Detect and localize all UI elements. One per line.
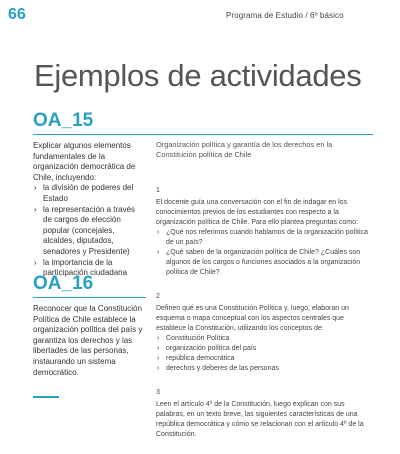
page-title: Ejemplos de actividades	[34, 58, 362, 93]
page-number: 66	[8, 6, 26, 23]
activity-2	[156, 292, 374, 374]
list-item: › Constitución Política	[156, 334, 374, 344]
list-item: › república democrática	[156, 354, 374, 364]
activity-text: El docente guía una conversación con el fin de indagar en los conocimientos previos de los estudiantes con respecto a la organización política de Chile. Para ello plantea preguntas como:	[156, 199, 358, 226]
activity-text: Leen el artículo 4º de la Constitución, luego explican con sus palabras, en un texto breve, las siguientes características de una república democrática y cómo se relacionan con el artículo 4º de la Constitución.	[156, 401, 364, 438]
oa15-description	[33, 141, 146, 279]
oa16-heading: OA_16	[33, 273, 94, 294]
oa15-heading: OA_15	[33, 110, 94, 131]
list-item: › ¿Qué saben de la organización política de Chile? ¿Cuáles son algunos de los cargos o funciones asociados a la organización política de Chile?	[156, 248, 374, 278]
oa15-list	[33, 183, 146, 278]
list-item: › organización política del país	[156, 344, 374, 354]
decorative-bar	[33, 396, 59, 398]
program-title: Programa de Estudio / 6º básico	[226, 11, 344, 20]
oa16-description	[33, 304, 146, 378]
activity-number: 3	[156, 389, 160, 396]
activity-3	[156, 388, 374, 440]
activity-1	[156, 186, 374, 278]
activities-column	[156, 140, 374, 454]
activities-subtitle: Organización política y garantía de los derechos en la Constitución política de Chile	[156, 140, 333, 159]
list-item: › ¿Qué nos referimos cuando hablamos de la organización política de un país?	[156, 228, 374, 248]
oa15-divider	[33, 134, 373, 135]
activity-text: Definen qué es una Constitución Política y, luego, elaboran un esquema o mapa conceptual con los aspectos centrales que establece la Constitución, utilizando los conceptos de:	[156, 305, 349, 332]
activity-list	[156, 334, 374, 374]
list-item: › la importancia de la participación ciudadana	[33, 258, 146, 279]
oa15-intro: Explicar algunos elementos fundamentales de la organización democrática de Chile, incluyendo:	[33, 141, 136, 182]
oa16-divider	[33, 297, 146, 298]
list-item: › la representación a través de cargos de elección popular (concejales, alcaldes, diputados, senadores y Presidente)	[33, 205, 146, 258]
activity-number: 2	[156, 293, 160, 300]
list-item: › derechos y deberes de las personas	[156, 364, 374, 374]
activity-list	[156, 228, 374, 278]
oa16-text: Reconocer que la Constitución Política de Chile establece la organización política del país y garantiza los derechos y las libertades de las personas, instaurando un sistema democrático.	[33, 304, 143, 377]
activity-number: 1	[156, 187, 160, 194]
list-item: › la división de poderes del Estado	[33, 183, 146, 204]
